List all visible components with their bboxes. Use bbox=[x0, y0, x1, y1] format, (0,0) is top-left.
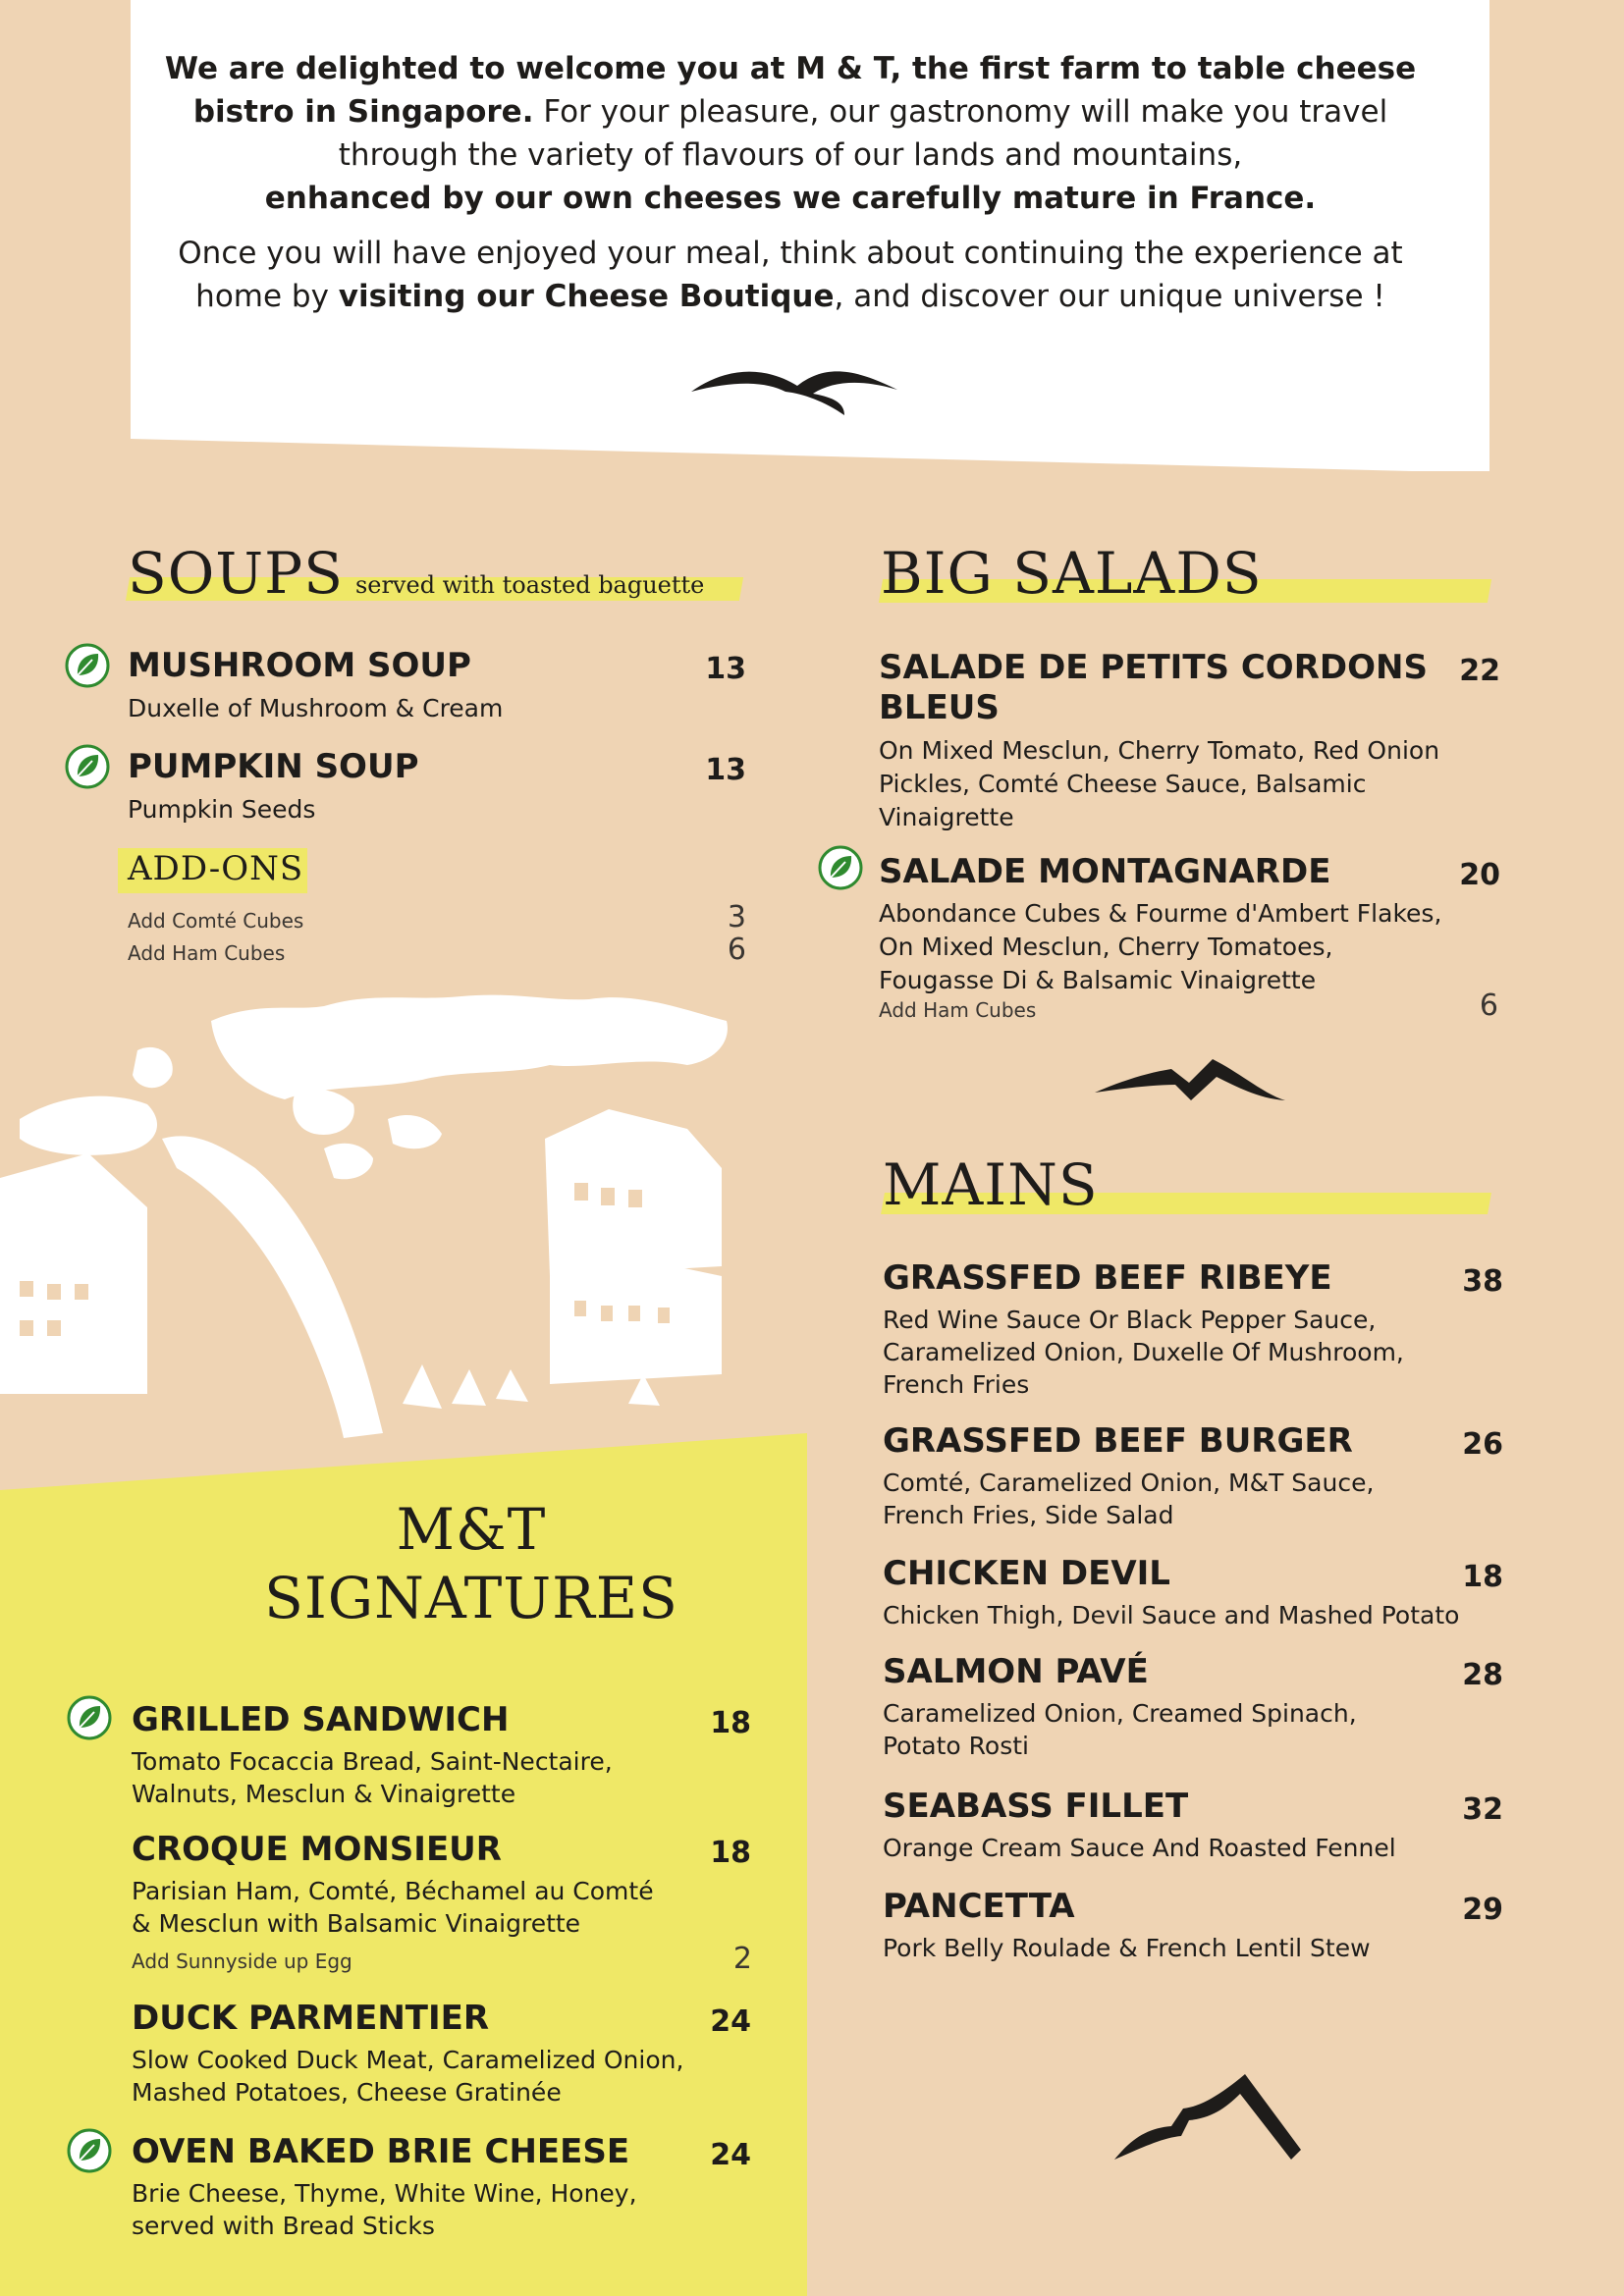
addon-name: Add Ham Cubes bbox=[128, 941, 286, 965]
main-item-name: GRASSFED BEEF RIBEYE bbox=[883, 1258, 1332, 1298]
intro-regular-text-3: , and discover our unique universe ! bbox=[834, 279, 1385, 314]
mains-title: MAINS bbox=[883, 1151, 1099, 1218]
soup-item-desc: Duxelle of Mushroom & Cream bbox=[128, 694, 504, 722]
main-item-desc: French Fries bbox=[883, 1370, 1030, 1399]
addon-name: Add Comté Cubes bbox=[128, 909, 304, 933]
addon-name: Add Sunnyside up Egg bbox=[132, 1949, 352, 1973]
main-item-desc: Pork Belly Roulade & French Lentil Stew bbox=[883, 1934, 1371, 1962]
signature-item-name: DUCK PARMENTIER bbox=[132, 1999, 490, 2038]
salad-item-desc: On Mixed Mesclun, Cherry Tomatoes, bbox=[879, 933, 1333, 961]
signature-item-desc: Walnuts, Mesclun & Vinaigrette bbox=[132, 1780, 516, 1808]
signature-item-price: 24 bbox=[710, 2004, 751, 2039]
main-item-price: 38 bbox=[1462, 1264, 1503, 1299]
salad-item-desc: Pickles, Comté Cheese Sauce, Balsamic bbox=[879, 770, 1367, 798]
soup-item-name: MUSHROOM SOUP bbox=[128, 646, 471, 685]
addon-name: Add Ham Cubes bbox=[879, 998, 1037, 1022]
addons-title: ADD-ONS bbox=[128, 849, 304, 888]
salad-item-desc: Abondance Cubes & Fourme d'Ambert Flakes, bbox=[879, 899, 1442, 928]
vegetarian-leaf-icon bbox=[67, 2128, 112, 2173]
signature-item-price: 24 bbox=[710, 2138, 751, 2172]
salad-item-price: 22 bbox=[1459, 654, 1500, 688]
main-item-desc: Orange Cream Sauce And Roasted Fennel bbox=[883, 1834, 1396, 1862]
signature-item-price: 18 bbox=[710, 1836, 751, 1870]
main-item-desc: Chicken Thigh, Devil Sauce and Mashed Potato bbox=[883, 1601, 1460, 1629]
soup-item-price: 13 bbox=[705, 652, 746, 686]
salad-item-name: SALADE MONTAGNARDE bbox=[879, 852, 1331, 891]
salad-item-desc: Vinaigrette bbox=[879, 803, 1014, 831]
signature-item-name: CROQUE MONSIEUR bbox=[132, 1830, 502, 1869]
signature-item-desc: Slow Cooked Duck Meat, Caramelized Onion, bbox=[132, 2046, 684, 2074]
soup-item-name: PUMPKIN SOUP bbox=[128, 747, 419, 786]
signature-item-desc: served with Bread Sticks bbox=[132, 2212, 435, 2240]
intro-bold-welcome: We are delighted to welcome you at M & T, the first farm to table cheese bistro in Singapore. bbox=[164, 51, 1417, 130]
main-item-price: 18 bbox=[1462, 1560, 1503, 1594]
mountain-icon bbox=[1093, 1055, 1289, 1114]
signatures-title-line2: SIGNATURES bbox=[264, 1565, 678, 1631]
salads-title: BIG SALADS bbox=[881, 540, 1263, 607]
intro-bold-cheeses: enhanced by our own cheeses we carefully mature in France. bbox=[264, 181, 1317, 216]
main-item-desc: French Fries, Side Salad bbox=[883, 1501, 1174, 1529]
soup-item-price: 13 bbox=[705, 753, 746, 787]
signature-item-name: OVEN BAKED BRIE CHEESE bbox=[132, 2132, 630, 2171]
salad-item-price: 20 bbox=[1459, 858, 1500, 892]
soups-subtitle: served with toasted baguette bbox=[354, 571, 705, 599]
main-item-name: SALMON PAVÉ bbox=[883, 1652, 1149, 1691]
intro-bold-boutique: visiting our Cheese Boutique bbox=[338, 279, 835, 314]
intro-regular-text-2: Once you will have enjoyed your meal, think about continuing the experience at home by bbox=[178, 236, 1403, 314]
main-item-desc: Caramelized Onion, Creamed Spinach, bbox=[883, 1699, 1357, 1728]
main-item-desc: Red Wine Sauce Or Black Pepper Sauce, bbox=[883, 1306, 1377, 1334]
addon-price: 2 bbox=[732, 1942, 752, 1976]
main-item-price: 26 bbox=[1462, 1427, 1503, 1462]
addon-price: 3 bbox=[727, 900, 746, 934]
main-item-desc: Comté, Caramelized Onion, M&T Sauce, bbox=[883, 1468, 1375, 1497]
signature-item-name: GRILLED SANDWICH bbox=[132, 1700, 510, 1739]
signature-item-price: 18 bbox=[710, 1706, 751, 1740]
soup-item-desc: Pumpkin Seeds bbox=[128, 795, 316, 824]
main-item-name: GRASSFED BEEF BURGER bbox=[883, 1421, 1353, 1461]
signature-item-desc: Tomato Focaccia Bread, Saint-Nectaire, bbox=[132, 1747, 613, 1776]
addon-price: 6 bbox=[727, 933, 746, 967]
salad-item-name: BLEUS bbox=[879, 688, 1000, 727]
salad-item-desc: Fougasse Di & Balsamic Vinaigrette bbox=[879, 966, 1317, 994]
vegetarian-leaf-icon bbox=[67, 1695, 112, 1740]
signature-item-desc: & Mesclun with Balsamic Vinaigrette bbox=[132, 1909, 581, 1938]
main-item-price: 28 bbox=[1462, 1658, 1503, 1692]
main-item-price: 29 bbox=[1462, 1893, 1503, 1927]
addon-price: 6 bbox=[1479, 988, 1498, 1023]
signature-item-desc: Parisian Ham, Comté, Béchamel au Comté bbox=[132, 1877, 654, 1905]
mountain-icon bbox=[1112, 2069, 1309, 2167]
main-item-price: 32 bbox=[1462, 1792, 1503, 1827]
signature-item-desc: Mashed Potatoes, Cheese Gratinée bbox=[132, 2078, 562, 2107]
salad-item-name: SALADE DE PETITS CORDONS bbox=[879, 648, 1428, 687]
soups-title-text: SOUPS bbox=[128, 540, 344, 607]
main-item-desc: Caramelized Onion, Duxelle Of Mushroom, bbox=[883, 1338, 1404, 1366]
salad-item-desc: On Mixed Mesclun, Cherry Tomato, Red Onion bbox=[879, 736, 1440, 765]
main-item-name: PANCETTA bbox=[883, 1887, 1075, 1926]
signatures-title-line1: M&T bbox=[396, 1496, 547, 1563]
signature-item-desc: Brie Cheese, Thyme, White Wine, Honey, bbox=[132, 2179, 637, 2208]
vegetarian-leaf-icon bbox=[818, 845, 863, 890]
intro-regular-text: For your pleasure, our gastronomy will make you travel through the variety of flavours of our lands and mountains, bbox=[338, 94, 1388, 173]
main-item-name: CHICKEN DEVIL bbox=[883, 1554, 1170, 1593]
main-item-desc: Potato Rosti bbox=[883, 1732, 1029, 1760]
main-item-name: SEABASS FILLET bbox=[883, 1787, 1189, 1826]
